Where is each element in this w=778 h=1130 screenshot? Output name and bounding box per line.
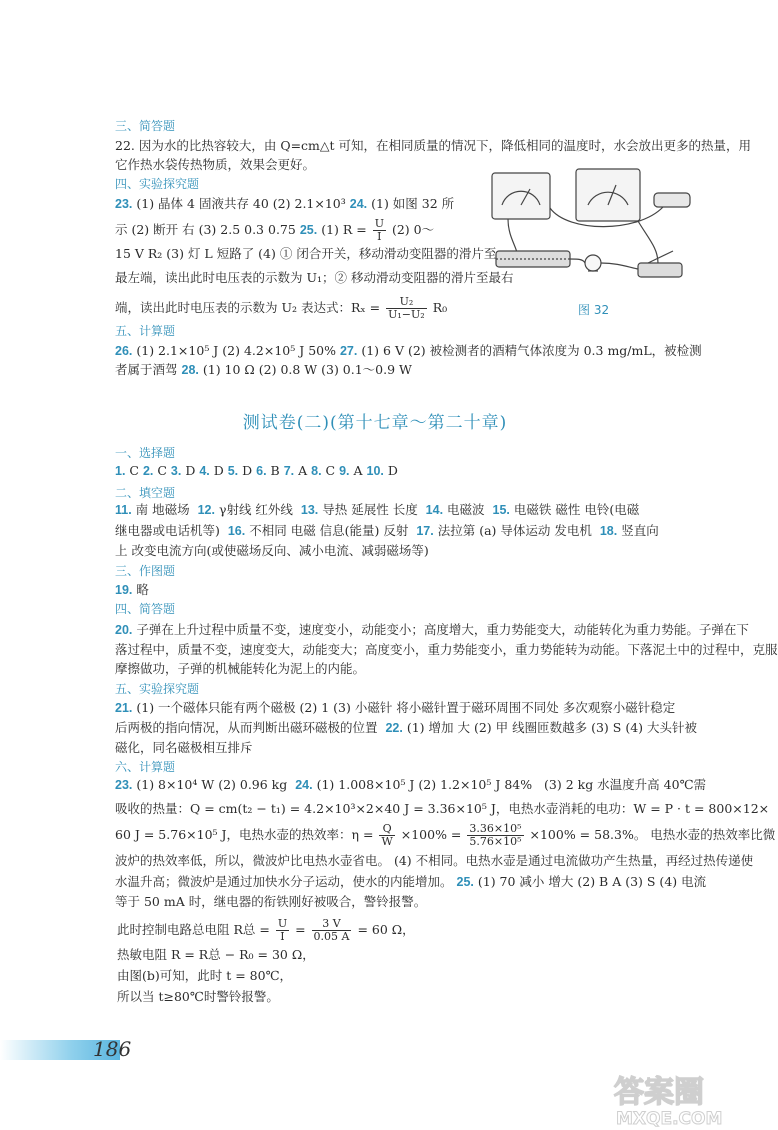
answer-text: (1) 1.008×10⁵ J (2) 1.2×10⁵ J 84% — [316, 777, 533, 792]
answer-text: (1) 8×10⁴ W (2) 0.96 kg — [136, 777, 288, 792]
choice-answer: D — [181, 463, 200, 478]
choice-answer: C — [321, 463, 340, 478]
section-heading: 四、实验探究题 — [115, 177, 200, 191]
section-heading: 二、填空题 — [115, 486, 176, 500]
answer-line — [115, 502, 639, 518]
fraction: $\frac{U}{I}$ — [374, 217, 384, 243]
fraction: $\frac{3 V}{0.05 A}$ — [313, 917, 350, 943]
answer-22-line1: 22. 因为水的比热容较大，由 Q=cm△t 可知，在相同质量的情况下，降低相同的温度时，水会放出更多的热量，用 — [115, 138, 752, 153]
answer-line — [115, 218, 434, 243]
section-heading: 五、实验探究题 — [115, 682, 200, 696]
question-number: 1. — [115, 464, 126, 478]
answer-text: 后两极的指向情况，从而判断出磁环磁极的位置 — [115, 720, 378, 735]
section-heading: 三、简答题 — [115, 119, 176, 133]
question-number: 13. — [300, 503, 319, 517]
choice-answer: A — [349, 463, 367, 478]
bulb-icon — [585, 255, 601, 271]
answer-line — [115, 362, 412, 378]
answer-line — [115, 874, 706, 890]
choice-answer: A — [294, 463, 312, 478]
fraction: $\frac{\text{U₂}}{\text{U₁−U₂}}$ — [388, 295, 425, 321]
answer-text: ×100% = 58.3%。 电热水壶的热效率比微 — [529, 827, 776, 842]
fraction: $\frac{\text{3.36×10⁵}}{\text{5.76×10⁵}}$ — [469, 822, 522, 848]
answer-text: 电磁波 — [447, 502, 485, 517]
section-heading: 六、计算题 — [115, 760, 176, 774]
answer-line: 最左端，读出此时电压表的示数为 U₁；② 移动滑动变阻器的滑片至最右 — [115, 270, 514, 285]
question-number: 17. — [416, 524, 434, 538]
question-number: 24. — [295, 778, 313, 792]
question-number: 27. — [339, 344, 358, 358]
question-number: 21. — [115, 701, 133, 715]
question-number: 4. — [199, 464, 210, 478]
question-number: 18. — [599, 524, 618, 538]
answer-line: 摩擦做功，子弹的机械能转化为泥上的内能。 — [115, 661, 366, 676]
answer-text: 略 — [136, 582, 149, 597]
answer-text: γ射线 红外线 — [218, 502, 293, 517]
watermark-url: MXQE.COM — [616, 1109, 723, 1129]
section-heading: 三、作图题 — [115, 564, 176, 578]
answer-text: = 60 Ω， — [357, 922, 415, 937]
answer-text: (1) R = — [321, 222, 371, 237]
switch-icon — [638, 263, 682, 277]
section-heading: 一、选择题 — [115, 446, 176, 460]
answer-text: 此时控制电路总电阻 R总 = — [117, 922, 274, 937]
answer-text: (1) 晶体 4 固液共存 40 (2) 2.1×10³ — [136, 196, 346, 211]
section-heading: 四、简答题 — [115, 602, 176, 616]
answer-text: 不相同 电磁 信息(能量) 反射 — [249, 523, 409, 538]
question-number: 28. — [181, 363, 199, 377]
answer-line: 由图(b)可知，此时 t = 80℃， — [117, 968, 293, 983]
question-number: 2. — [142, 464, 154, 478]
question-number: 26. — [115, 344, 133, 358]
question-number: 20. — [115, 623, 133, 637]
answer-line — [115, 296, 447, 321]
question-number: 6. — [256, 464, 267, 478]
answer-text: = — [295, 922, 310, 937]
section-heading: 五、计算题 — [115, 324, 176, 338]
answer-text: 60 J = 5.76×10⁵ J，电热水壶的热效率：η = — [115, 827, 378, 842]
watermark-title: 答案圈 — [614, 1075, 704, 1110]
answer-text: 竖直向 — [621, 523, 659, 538]
choice-answer: D — [238, 463, 257, 478]
question-number: 19. — [115, 583, 133, 597]
question-number: 25. — [456, 875, 474, 889]
question-number: 12. — [197, 503, 215, 517]
answer-text: (1) 2.1×10⁵ J (2) 4.2×10⁵ J 50% — [136, 343, 336, 358]
answer-line — [115, 196, 454, 212]
figure-caption: 图 32 — [578, 303, 610, 317]
answer-line — [115, 720, 697, 736]
question-number: 7. — [283, 464, 295, 478]
choice-answer: B — [266, 463, 284, 478]
answer-text: 导热 延展性 长度 — [322, 502, 418, 517]
answer-line: 热敏电阻 R = R总 − R₀ = 30 Ω， — [117, 947, 315, 962]
answer-text: (1) 6 V (2) 被检测者的酒精气体浓度为 0.3 mg/mL，被检测 — [361, 343, 702, 358]
question-number: 23. — [115, 778, 133, 792]
question-number: 11. — [115, 503, 132, 517]
answer-line — [115, 582, 149, 598]
answer-text: 示 (2) 断开 右 (3) 2.5 0.3 0.75 — [115, 222, 296, 237]
answer-text: R₀ — [432, 300, 448, 315]
answer-text: 者属于酒驾 — [115, 362, 178, 377]
answer-text: 法拉第 (a) 导体运动 发电机 — [437, 523, 592, 538]
answer-line: 15 V R₂ (3) 灯 L 短路了 (4) ① 闭合开关，移动滑动变阻器的滑片至 — [115, 246, 497, 261]
answer-line: 波炉的热效率低，所以，微波炉比电热水壶省电。 (4) 不相同。电热水壶是通过电流做功产生热量，再经过热传递使 — [115, 853, 754, 868]
question-number: 3. — [170, 464, 182, 478]
answer-text: (1) 如图 32 所 — [371, 196, 455, 211]
answer-line — [117, 918, 415, 943]
answer-line — [115, 343, 702, 359]
test-title: 测试卷(二)(第十七章～第二十章) — [242, 413, 508, 433]
answer-line — [115, 823, 775, 848]
question-number: 5. — [227, 464, 239, 478]
question-number: 10. — [366, 464, 384, 478]
answer-22-line2: 它作热水袋传热物质，效果会更好。 — [115, 157, 316, 172]
answer-text: 南 地磁场 — [135, 502, 190, 517]
choice-answers — [115, 463, 398, 479]
fraction: $\frac{Q}{W}$ — [381, 822, 393, 848]
question-number: 23. — [115, 197, 133, 211]
question-number: 24. — [349, 197, 368, 211]
ammeter-icon — [492, 173, 550, 219]
answer-line: 落过程中，质量不变，速度变大，动能变大；高度变小，重力势能变小，重力势能转为动能。下落泥土中的过程中，克服 — [115, 642, 778, 657]
answer-text: (1) 70 减小 增大 (2) B A (3) S (4) 电流 — [477, 874, 707, 889]
circuit-diagram-figure — [488, 163, 698, 293]
answer-line — [115, 523, 659, 539]
watermark-logo — [610, 1070, 745, 1128]
question-number: 9. — [339, 464, 350, 478]
answer-text: (3) 2 kg 水温度升高 40℃需 — [544, 777, 707, 792]
answer-text: 端，读出此时电压表的示数为 U₂ 表达式：Rₓ = — [115, 300, 385, 315]
answer-text: (2) 0～ — [391, 222, 435, 237]
choice-answer: C — [125, 463, 143, 478]
answer-line: 磁化，同名磁极相互排斥 — [115, 740, 253, 755]
answer-text: 水温升高；微波炉是通过加快水分子运动，使水的内能增加。 — [115, 874, 453, 889]
answer-text: 电磁铁 磁性 电铃(电磁 — [513, 502, 640, 517]
fraction: $\frac{U}{I}$ — [277, 917, 288, 943]
answer-text: (1) 一个磁体只能有两个磁极 (2) 1 (3) 小磁针 将小磁针置于磁环周围不同处 多次观察小磁针稳定 — [136, 700, 676, 715]
answer-line — [115, 777, 706, 793]
answer-line — [115, 622, 749, 638]
answer-text: 继电器或电话机等) — [115, 523, 220, 538]
question-number: 14. — [425, 503, 444, 517]
answer-line: 吸收的热量：Q = cm(t₂ − t₁) = 4.2×10³×2×40 J = 3.36×10⁵ J，电热水壶消耗的电功：W = P · t = 800×12× — [115, 801, 770, 816]
page-number: 186 — [93, 1037, 132, 1061]
answer-line: 所以当 t≥80℃时警铃报警。 — [117, 989, 279, 1004]
question-number: 15. — [492, 503, 510, 517]
question-number: 8. — [311, 464, 322, 478]
answer-text: (1) 10 Ω (2) 0.8 W (3) 0.1～0.9 W — [202, 362, 412, 377]
answer-text: 子弹在上升过程中质量不变，速度变小，动能变小；高度增大，重力势能变大，动能转化为重力势能。子弹在下 — [136, 622, 749, 637]
answer-text: (1) 增加 大 (2) 甲 线圈匝数越多 (3) S (4) 大头针被 — [406, 720, 697, 735]
answer-line: 上 改变电流方向(或使磁场反向、减小电流、减弱磁场等) — [115, 543, 429, 558]
answer-line: 等于 50 mA 时，继电器的衔铁刚好被吸合，警铃报警。 — [115, 894, 427, 909]
choice-answer: C — [153, 463, 171, 478]
choice-answer: D — [383, 463, 398, 478]
question-number: 25. — [299, 223, 318, 237]
voltmeter-icon — [576, 169, 640, 221]
question-number: 16. — [227, 524, 246, 538]
answer-line — [115, 700, 675, 716]
question-number: 22. — [385, 721, 403, 735]
answer-text: ×100% = — [400, 827, 466, 842]
battery-icon — [654, 193, 690, 207]
choice-answer: D — [209, 463, 228, 478]
